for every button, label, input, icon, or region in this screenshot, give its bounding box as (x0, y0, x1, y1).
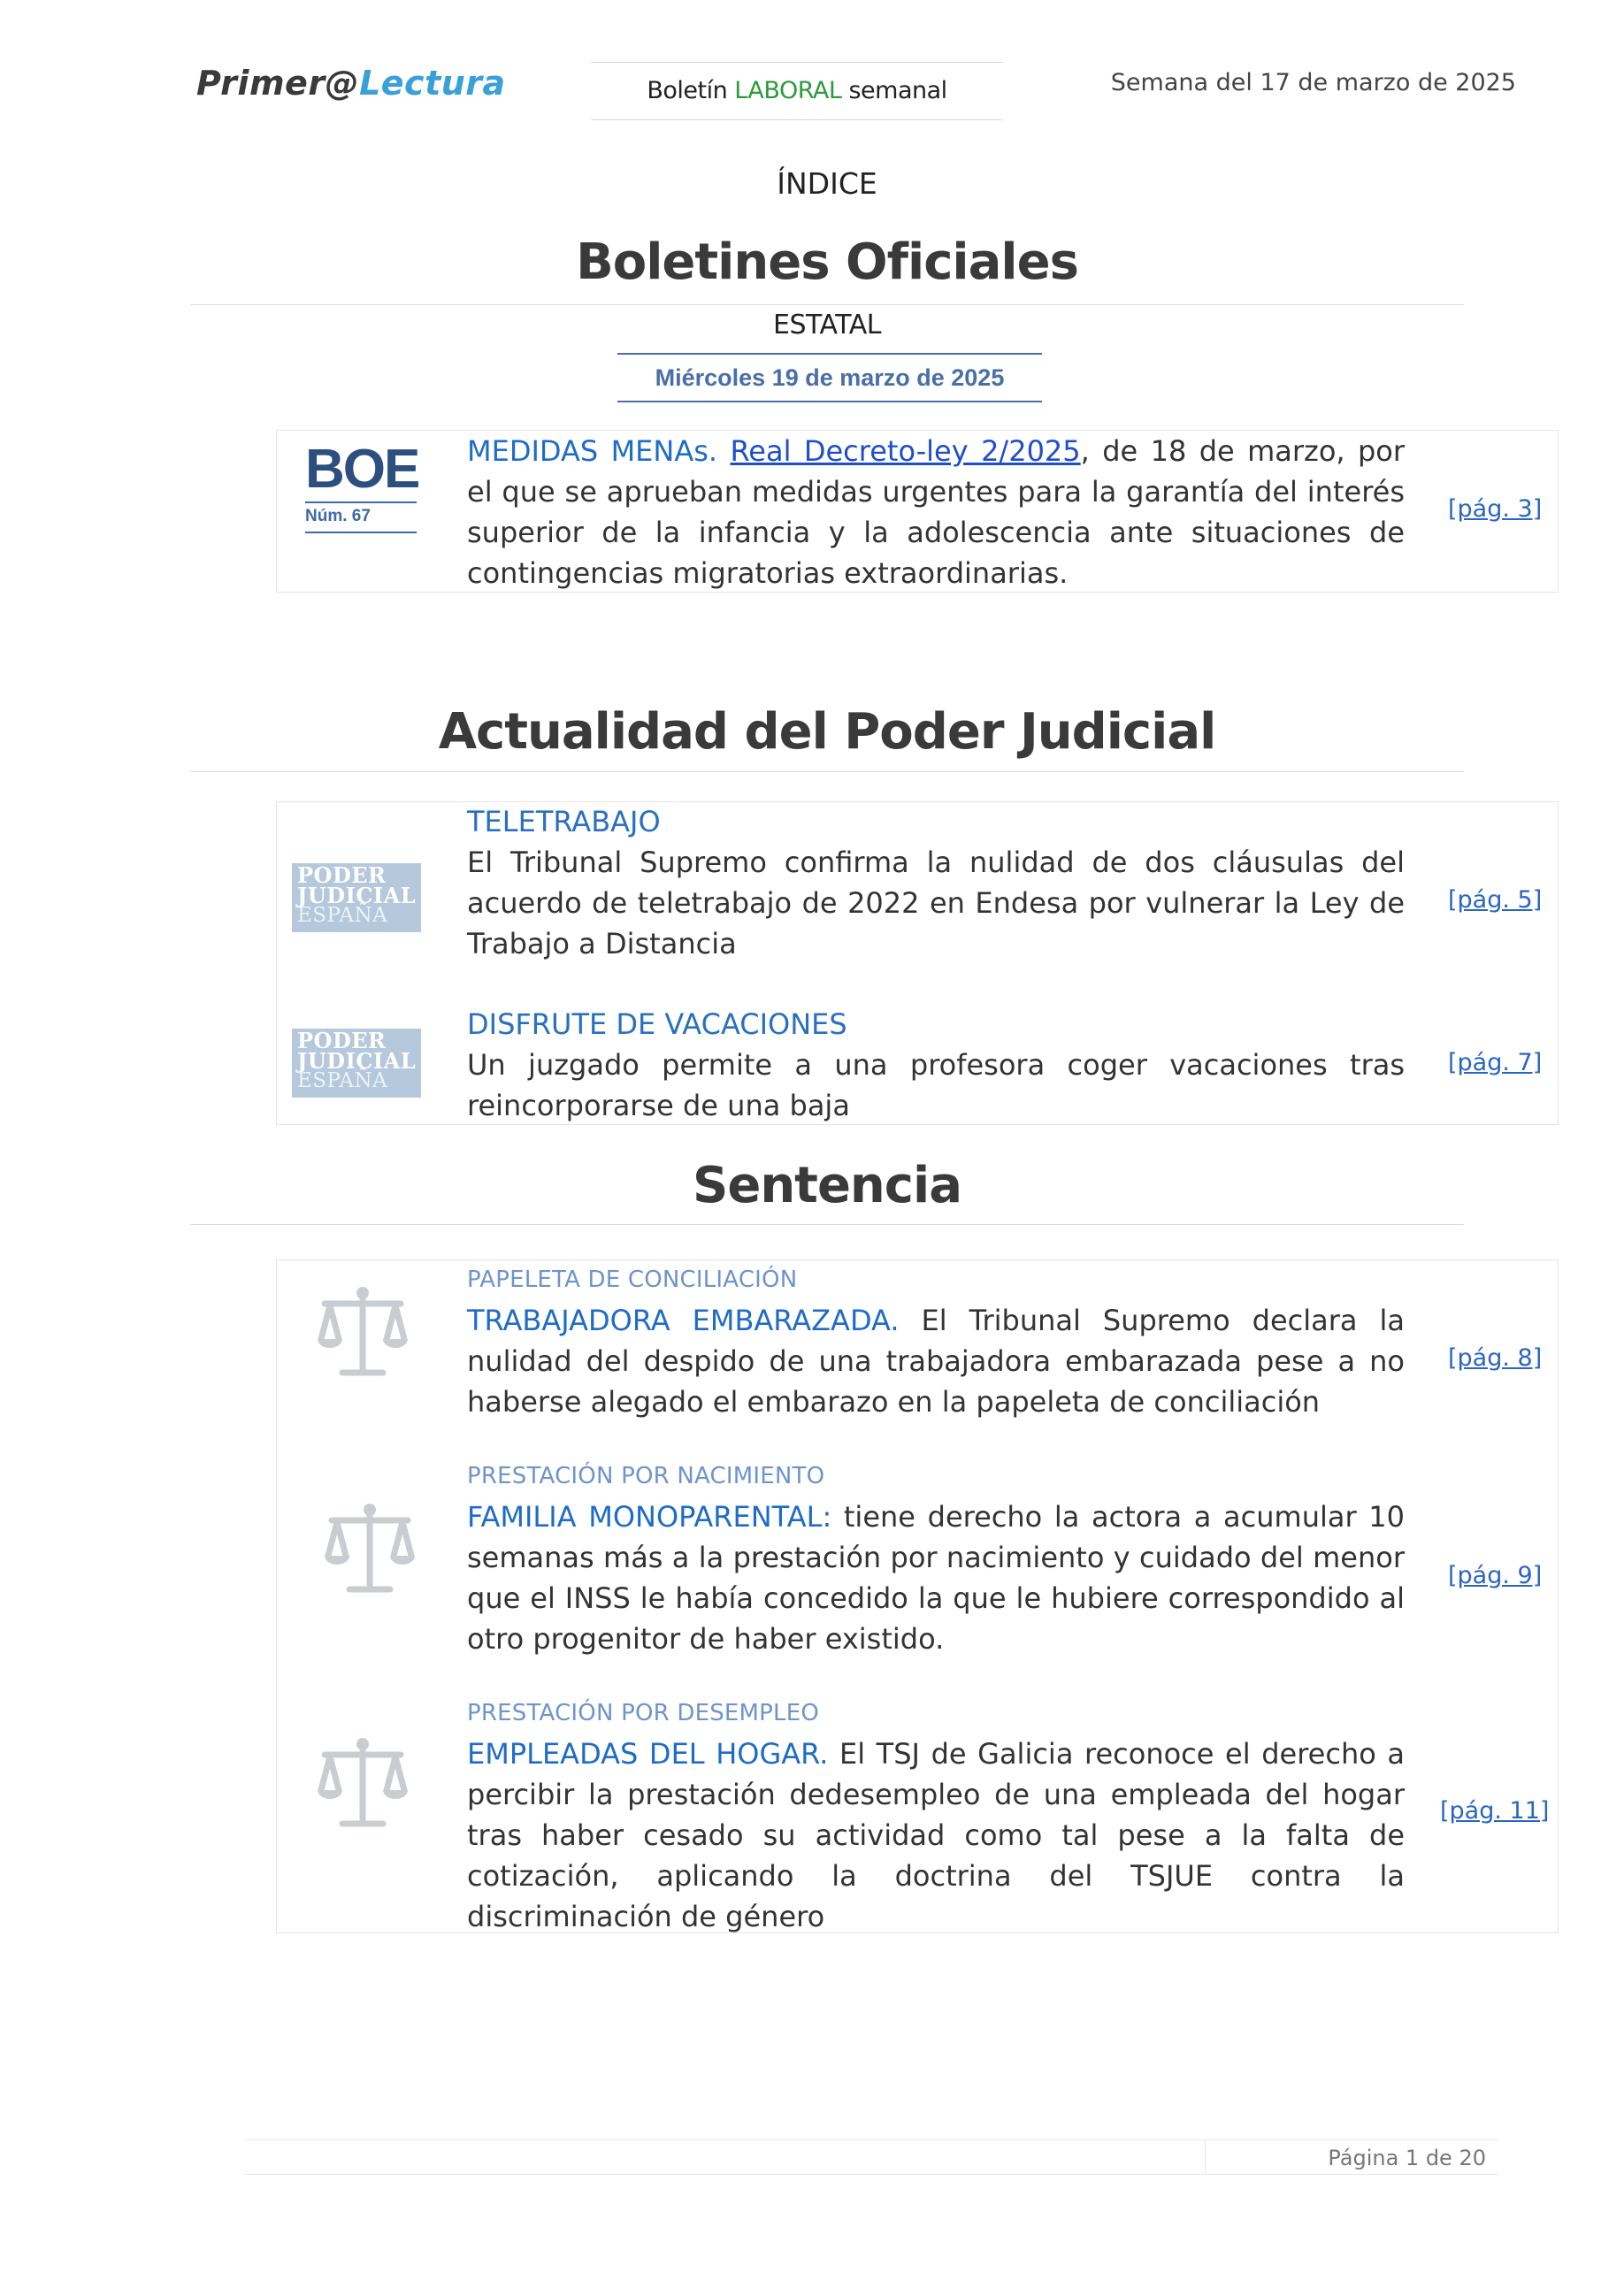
logo-line-2: JUDICIAL (297, 883, 417, 908)
page-link-9[interactable]: [pág. 9] (1448, 1562, 1543, 1589)
logo-line-2: JUDICIAL (297, 1048, 417, 1074)
brand-logo (196, 64, 506, 103)
entry-text: tiene derecho la actora a acumular 10 semanas más a la prestación por nacimiento y cuidado del menor que el INSS le había concedido la que le hubiere correspondido al otro progenitor de haber existido. (467, 1500, 1406, 1656)
section-divider (190, 1224, 1464, 1225)
logo-line-1: PODER (297, 862, 387, 888)
bulletin-name (591, 62, 1003, 120)
entry-category: PAPELETA DE CONCILIACIÓN (467, 1267, 798, 1293)
entry-keyword: EMPLEADAS DEL HOGAR. (467, 1737, 829, 1771)
list-item (467, 1456, 1405, 1659)
page-link-11[interactable]: [pág. 11] (1440, 1797, 1550, 1825)
page-link-7[interactable]: [pág. 7] (1448, 1049, 1543, 1076)
boe-rule-bottom (305, 532, 417, 533)
entry-text: Un juzgado permite a una profesora coger vacaciones tras reincorporarse de una baja (467, 1048, 1405, 1122)
entry-keyword: FAMILIA MONOPARENTAL: (467, 1500, 832, 1534)
section-divider (190, 304, 1464, 305)
bulletin-laboral: LABORAL (734, 77, 842, 104)
page-number: Página 1 de 20 (1328, 2146, 1486, 2170)
date-band: Miércoles 19 de marzo de 2025 (617, 353, 1042, 402)
logo-line-1: PODER (297, 1028, 387, 1053)
real-decreto-link[interactable]: Real Decreto-ley 2/2025 (730, 434, 1081, 468)
entry-text: , de 18 de marzo, por el que se aprueban medidas urgentes para la garantía del interés superior de la infancia y la adolescencia ante situaciones de contingencias migratorias extraordinarias. (467, 434, 1406, 590)
bulletin-pre: Boletín (647, 77, 735, 104)
poder-judicial-logo (292, 1029, 421, 1098)
list-item (467, 1259, 1405, 1422)
entry-text: El TSJ de Galicia reconoce el derecho a percibir la prestación dedesempleo de una empleada del hogar tras haber cesado su actividad como tal pese a la falta de cotización, aplicando la doctrina del TSJUE contra la discriminación de género (467, 1737, 1406, 1933)
footer-divider (1205, 2140, 1206, 2174)
boe-entry-text (467, 431, 1405, 593)
scales-of-justice-icon (314, 1284, 411, 1381)
scales-of-justice-icon (321, 1501, 418, 1598)
entry-keyword: MEDIDAS MENAs. (467, 434, 718, 468)
logo-line-3: ESPAÑA (297, 904, 388, 927)
week-label: Semana del 17 de marzo de 2025 (1110, 69, 1516, 96)
scope-label: ESTATAL (773, 310, 881, 341)
section-title-sentencia: Sentencia (693, 1157, 961, 1214)
entry-text: El Tribunal Supremo declara la nulidad del despido de una trabajadora embarazada pese a no haberse alegado el embarazo en la papeleta de conciliación (467, 1304, 1406, 1419)
list-item (467, 801, 1405, 964)
page-link-8[interactable]: [pág. 8] (1448, 1344, 1543, 1372)
index-title: ÍNDICE (777, 166, 877, 201)
list-item (467, 1693, 1405, 1937)
logo-line-3: ESPAÑA (297, 1069, 388, 1092)
page-link-3[interactable]: [pág. 3] (1448, 495, 1543, 523)
brand-suffix: Lectura (359, 64, 506, 103)
scales-of-justice-icon (314, 1735, 411, 1833)
entry-category: PRESTACIÓN POR NACIMIENTO (467, 1463, 825, 1489)
entry-category: PRESTACIÓN POR DESEMPLEO (467, 1700, 820, 1726)
entry-text: El Tribunal Supremo confirma la nulidad de dos cláusulas del acuerdo de teletrabajo de 2022 en Endesa por vulnerar la Ley de Trabajo a Distancia (467, 846, 1405, 960)
bulletin-post: semanal (841, 77, 947, 104)
poder-judicial-logo (292, 863, 421, 932)
entry-keyword: TRABAJADORA EMBARAZADA. (467, 1304, 900, 1337)
boe-letters: BOE (305, 439, 419, 500)
page-footer (244, 2139, 1498, 2175)
boe-number: Núm. 67 (305, 507, 371, 525)
list-item (467, 1004, 1405, 1126)
section-title-boletines: Boletines Oficiales (576, 233, 1078, 291)
entry-keyword: DISFRUTE DE VACACIONES (467, 1007, 847, 1041)
entry-keyword: TELETRABAJO (467, 805, 661, 838)
boe-rule (305, 501, 417, 503)
boe-logo (305, 439, 419, 533)
page-link-5[interactable]: [pág. 5] (1448, 886, 1543, 914)
section-title-judicial: Actualidad del Poder Judicial (438, 703, 1216, 761)
section-divider (190, 771, 1464, 772)
brand-prefix: Primer@ (196, 64, 360, 103)
